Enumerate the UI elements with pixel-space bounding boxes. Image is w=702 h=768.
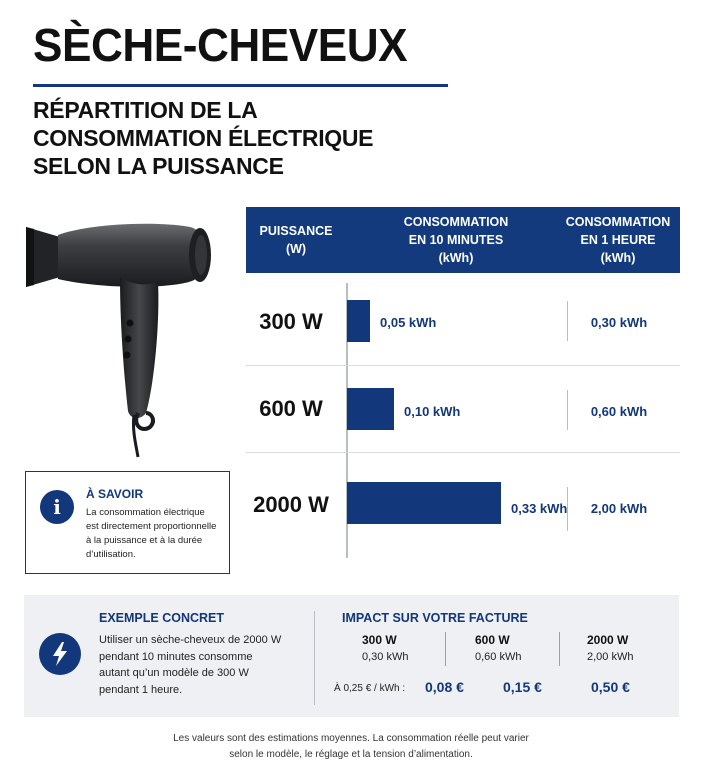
column-header-line: EN 10 MINUTES (408, 233, 504, 247)
info-title: À SAVOIR (86, 487, 144, 501)
impact-item (475, 632, 545, 666)
consumption-1h-value: 2,00 kWh (590, 501, 648, 516)
lightning-bolt-icon (39, 633, 81, 675)
impact-power: 300 W (362, 633, 397, 647)
impact-price: 0,50 € (591, 679, 630, 695)
page-title: SÈCHE-CHEVEUX (33, 19, 408, 71)
example-panel (24, 595, 679, 717)
info-text-line: d’utilisation. (86, 549, 136, 560)
column-divider (567, 390, 568, 430)
subtitle-line: RÉPARTITION DE LA (33, 97, 258, 123)
panel-divider (314, 611, 315, 705)
column-header-line: (kWh) (600, 251, 636, 265)
consumption-1h-value: 0,60 kWh (590, 404, 648, 419)
example-text-line: Utiliser un sèche-cheveux de 2000 W (99, 634, 282, 646)
column-header-line: PUISSANCE (259, 224, 333, 238)
impact-divider (445, 632, 446, 666)
footnote-line: Les valeurs sont des estimations moyennes. La consommation réelle peut varier (173, 733, 529, 744)
impact-divider (559, 632, 560, 666)
column-header-line: CONSOMMATION (403, 215, 509, 229)
footnote-line: selon le modèle, le réglage et la tension d’alimentation. (229, 749, 473, 760)
impact-power: 600 W (475, 633, 510, 647)
consumption-10min-value: 0,33 kWh (511, 501, 568, 516)
info-text-line: est directement proportionnelle (86, 521, 217, 532)
example-text (99, 632, 299, 698)
example-text-line: autant qu’un modèle de 300 W (99, 667, 249, 679)
power-label: 2000 W (253, 492, 329, 517)
footnote (100, 731, 602, 763)
consumption-bar (347, 482, 501, 524)
subtitle-line: SELON LA PUISSANCE (33, 153, 284, 179)
info-text (86, 506, 226, 562)
page-subtitle (33, 96, 513, 180)
hair-dryer-image (20, 215, 220, 460)
impact-item (362, 632, 432, 666)
impact-item (587, 632, 657, 666)
info-box (25, 471, 230, 574)
table-header (246, 207, 680, 273)
info-icon: i (40, 490, 74, 524)
info-text-line: à la puissance et à la durée (86, 535, 203, 546)
info-text-line: La consommation électrique (86, 507, 205, 518)
column-header-10min (356, 207, 556, 273)
consumption-1h-value: 0,30 kWh (590, 315, 648, 330)
impact-power: 2000 W (587, 633, 629, 647)
impact-kwh: 0,30 kWh (362, 651, 409, 663)
impact-kwh: 0,60 kWh (475, 651, 522, 663)
row-divider (246, 365, 680, 366)
impact-price: 0,15 € (503, 679, 542, 695)
consumption-10min-value: 0,10 kWh (404, 404, 461, 419)
column-header-line: EN 1 HEURE (580, 233, 656, 247)
column-header-line: CONSOMMATION (565, 215, 671, 229)
example-title: EXEMPLE CONCRET (99, 611, 225, 625)
example-text-line: pendant 10 minutes consomme (99, 650, 253, 663)
column-header-power (246, 207, 346, 273)
price-label: À 0,25 € / kWh : (334, 683, 406, 694)
subtitle-line: CONSOMMATION ÉLECTRIQUE (33, 125, 374, 151)
consumption-10min-value: 0,05 kWh (380, 315, 437, 330)
column-divider (567, 301, 568, 341)
power-label: 300 W (259, 309, 323, 334)
title-underline (33, 84, 448, 87)
consumption-bar (347, 388, 394, 430)
column-header-line: (kWh) (438, 251, 474, 265)
column-header-1h (556, 207, 680, 273)
column-header-line: (W) (285, 242, 307, 256)
consumption-bar (347, 300, 370, 342)
impact-title: IMPACT SUR VOTRE FACTURE (342, 611, 528, 625)
example-text-line: pendant 1 heure. (99, 683, 183, 696)
row-divider (246, 452, 680, 453)
impact-kwh: 2,00 kWh (587, 651, 634, 663)
impact-price: 0,08 € (425, 679, 464, 695)
power-label: 600 W (259, 396, 323, 421)
